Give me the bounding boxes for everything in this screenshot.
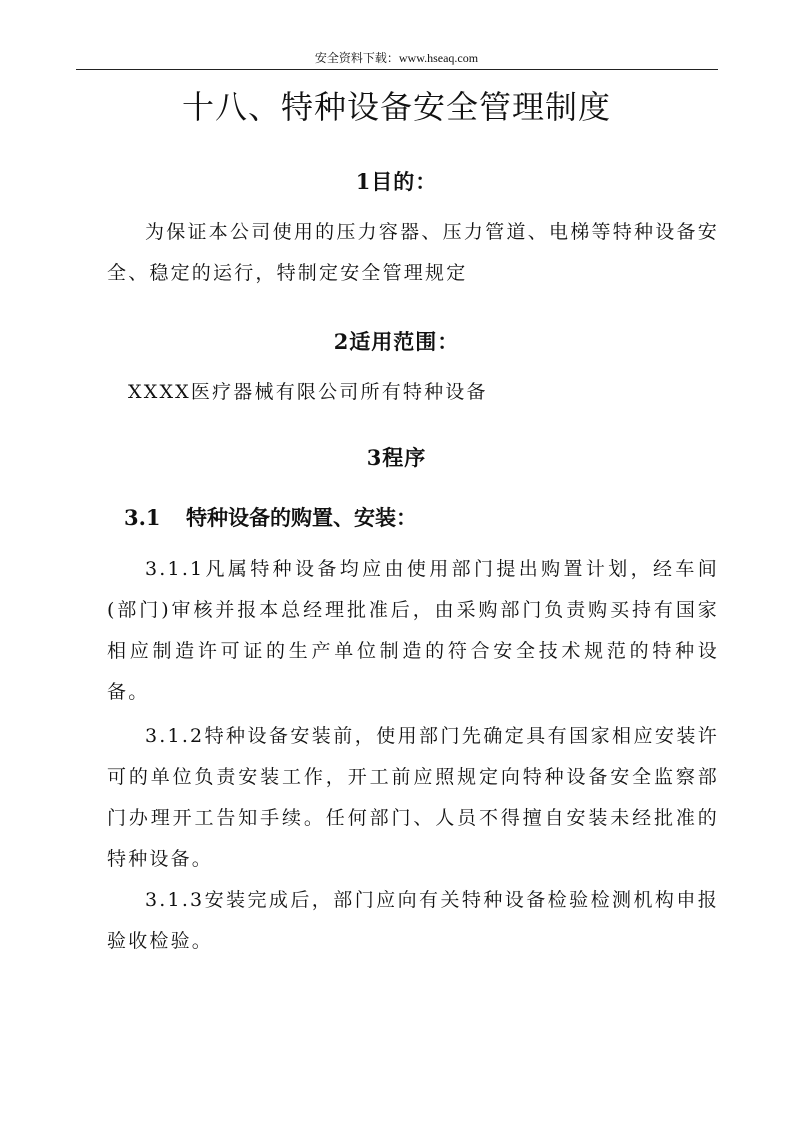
procedure-paragraph-3: 3.1.3安装完成后，部门应向有关特种设备检验检测机构申报验收检验。 [107, 889, 719, 952]
section-heading-purpose: 1目的： [355, 169, 438, 194]
section-body-purpose: 为保证本公司使用的压力容器、压力管道、电梯等特种设备安全、稳定的运行，特制定安全管理规定 [107, 221, 719, 284]
subsection-number: 3.1 [124, 505, 161, 530]
document-title: 十八、特种设备安全管理制度 [181, 88, 611, 126]
procedure-paragraph-2: 3.1.2特种设备安装前，使用部门先确定具有国家相应安装许可的单位负责安装工作，开工前应照规定向特种设备安全监察部门办理开工告知手续。任何部门、人员不得擅自安装未经批准的特种设备。 [107, 725, 719, 870]
section-body-scope: XXXX医疗器械有限公司所有特种设备 [128, 381, 488, 403]
section-heading-procedure: 3程序 [366, 445, 427, 470]
subsection-heading [124, 503, 417, 533]
subsection-title: 特种设备的购置、安装： [186, 505, 417, 530]
section-heading-scope: 2适用范围： [333, 329, 460, 354]
header-divider [76, 69, 718, 70]
page-header: 安全资料下载：www.hseaq.com [314, 51, 479, 65]
procedure-paragraph-1: 3.1.1凡属特种设备均应由使用部门提出购置计划，经车间(部门)审核并报本总经理批准后，由采购部门负责购买持有国家相应制造许可证的生产单位制造的符合安全技术规范的特种设备。 [107, 558, 719, 703]
